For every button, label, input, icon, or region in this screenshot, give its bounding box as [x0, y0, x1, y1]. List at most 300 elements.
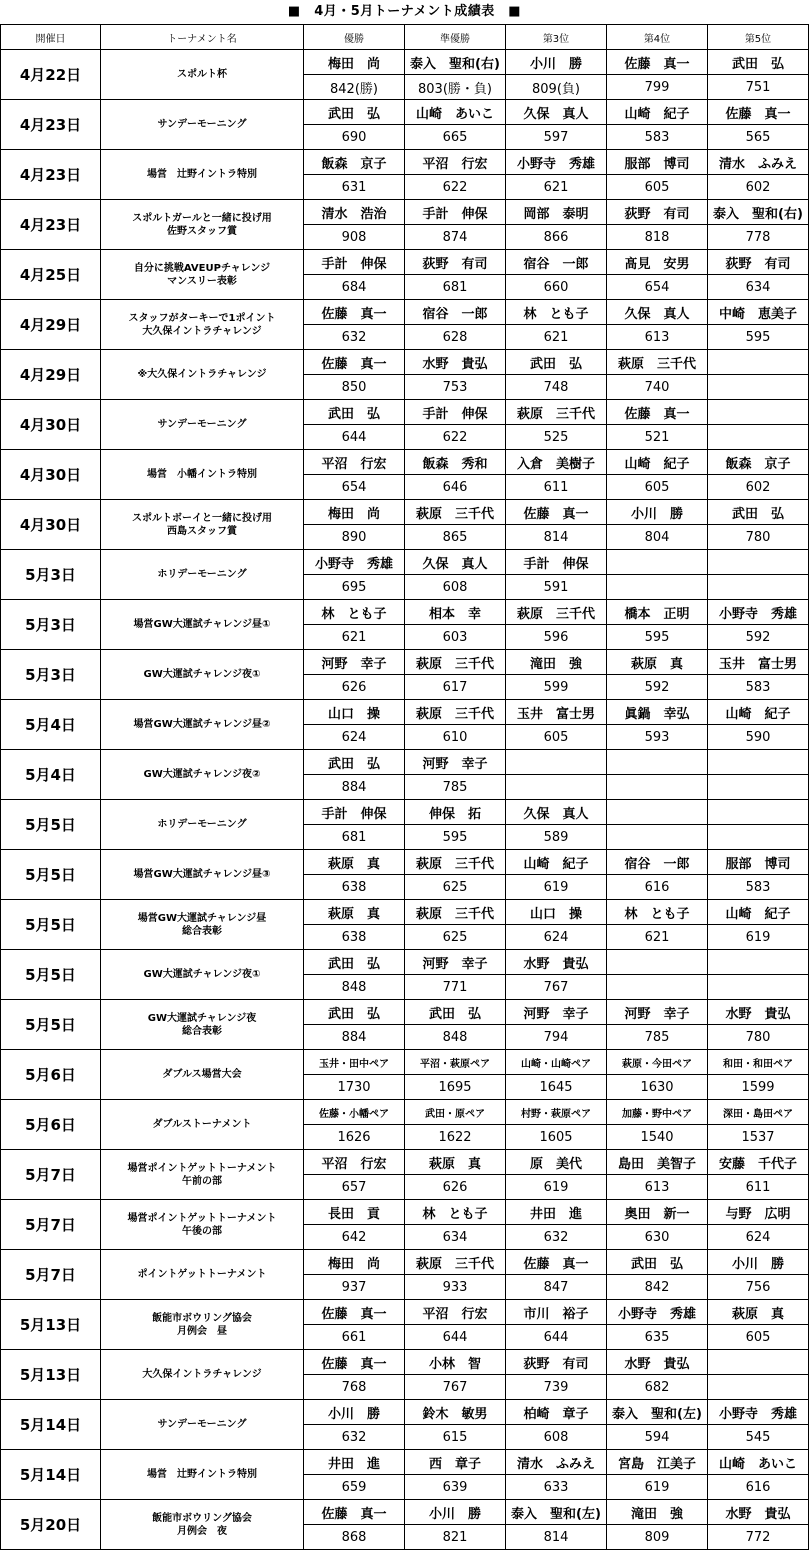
player-score: 622: [405, 175, 506, 200]
tournament-name: [101, 300, 304, 350]
player-name: 萩原 真: [405, 1150, 506, 1175]
player-score: 684: [304, 275, 405, 300]
player-name: 小野寺 秀雄: [607, 1300, 708, 1325]
player-name: 泰入 聖和(左): [607, 1400, 708, 1425]
player-name: 萩原 真: [708, 1300, 809, 1325]
player-score: 619: [506, 1175, 607, 1200]
player-name: 岡部 泰明: [506, 200, 607, 225]
player-name: 佐藤 真一: [607, 400, 708, 425]
tournament-name: [101, 400, 304, 450]
player-score: 595: [405, 825, 506, 850]
table-row: [1, 350, 809, 375]
player-name: 飯森 秀和: [405, 450, 506, 475]
player-score: 632: [304, 1425, 405, 1450]
player-name: 佐藤 真一: [708, 100, 809, 125]
tournament-name-line: 場営 小幡イントラ特別: [147, 469, 257, 480]
player-name: 宿谷 一郎: [607, 850, 708, 875]
table-row: [1, 50, 809, 75]
player-name: 加藤・野中ペア: [607, 1100, 708, 1125]
player-score: 617: [405, 675, 506, 700]
player-score: 1622: [405, 1125, 506, 1150]
player-name: 与野 広明: [708, 1200, 809, 1225]
player-name: 橋本 正明: [607, 600, 708, 625]
table-row: [1, 750, 809, 775]
player-score: 630: [607, 1225, 708, 1250]
tournament-name: [101, 200, 304, 250]
player-name: 奥田 新一: [607, 1200, 708, 1225]
tournament-name-line: マンスリー表彰: [167, 275, 237, 287]
player-name: 手計 伸保: [405, 400, 506, 425]
player-score: 780: [708, 1025, 809, 1050]
table-row: [1, 850, 809, 875]
player-score: 890: [304, 525, 405, 550]
player-score: 818: [607, 225, 708, 250]
tournament-name-line: 午前の部: [182, 1175, 222, 1187]
player-score: 639: [405, 1475, 506, 1500]
player-name: 佐藤・小幡ペア: [304, 1100, 405, 1125]
player-name: 山崎 紀子: [506, 850, 607, 875]
player-name: 武田 弘: [506, 350, 607, 375]
tournament-name-line: 月例会 昼: [177, 1325, 227, 1337]
player-name: 柏崎 章子: [506, 1400, 607, 1425]
player-score: 610: [405, 725, 506, 750]
tournament-name-line: 大久保イントラチャレンジ: [142, 325, 262, 337]
player-score: 613: [607, 325, 708, 350]
player-name: 小川 勝: [506, 50, 607, 75]
player-name: [708, 950, 809, 975]
player-name: [607, 550, 708, 575]
player-score: 638: [304, 875, 405, 900]
player-score: 626: [405, 1175, 506, 1200]
table-row: [1, 550, 809, 575]
player-score: 933: [405, 1275, 506, 1300]
tournament-name-line: 佐野スタッフ賞: [167, 225, 237, 237]
player-name: [506, 750, 607, 775]
event-date: 5月5日: [1, 800, 101, 850]
player-score: 596: [506, 625, 607, 650]
player-score: 866: [506, 225, 607, 250]
player-name: 伸保 拓: [405, 800, 506, 825]
player-score: 1537: [708, 1125, 809, 1150]
player-score: 767: [506, 975, 607, 1000]
table-row: [1, 1300, 809, 1325]
tournament-name-line: サンデーモーニング: [157, 419, 247, 430]
player-name: 梅田 尚: [304, 500, 405, 525]
player-name: 山口 操: [304, 700, 405, 725]
player-score: 619: [607, 1475, 708, 1500]
player-name: 梅田 尚: [304, 50, 405, 75]
player-score: 739: [506, 1375, 607, 1400]
player-score: 804: [607, 525, 708, 550]
player-name: [607, 800, 708, 825]
tournament-name: [101, 950, 304, 1000]
player-name: 武田・原ペア: [405, 1100, 506, 1125]
player-score: 884: [304, 775, 405, 800]
player-score: 625: [405, 925, 506, 950]
player-name: 手計 伸保: [304, 800, 405, 825]
player-name: 久保 真人: [405, 550, 506, 575]
player-name: 小川 勝: [405, 1500, 506, 1525]
event-date: 5月6日: [1, 1100, 101, 1150]
tournament-name: [101, 150, 304, 200]
tournament-name-line: サンデーモーニング: [157, 119, 247, 130]
player-name: 小野寺 秀雄: [304, 550, 405, 575]
player-name: 佐藤 真一: [304, 350, 405, 375]
player-name: 河野 幸子: [607, 1000, 708, 1025]
player-name: 清水 ふみえ: [708, 150, 809, 175]
header-2nd: 準優勝: [405, 25, 506, 50]
player-name: 小林 智: [405, 1350, 506, 1375]
table-row: [1, 1500, 809, 1525]
table-row: [1, 1050, 809, 1075]
tournament-name: [101, 1100, 304, 1150]
player-name: 水野 貴弘: [506, 950, 607, 975]
tournament-name-line: 総合表彰: [182, 1025, 222, 1037]
header-tournament: トーナメント名: [101, 25, 304, 50]
player-name: 山崎 紀子: [607, 100, 708, 125]
tournament-name: [101, 1400, 304, 1450]
player-score: 659: [304, 1475, 405, 1500]
player-score: 1630: [607, 1075, 708, 1100]
player-score: 1730: [304, 1075, 405, 1100]
player-score: 619: [506, 875, 607, 900]
player-name: 玉井 富士男: [506, 700, 607, 725]
player-name: 中崎 恵美子: [708, 300, 809, 325]
player-score: 591: [506, 575, 607, 600]
player-score: 799: [607, 75, 708, 100]
player-name: 島田 美智子: [607, 1150, 708, 1175]
player-score: 605: [708, 1325, 809, 1350]
player-name: 久保 真人: [506, 100, 607, 125]
player-score: 611: [506, 475, 607, 500]
event-date: 5月7日: [1, 1250, 101, 1300]
player-name: 武田 弘: [304, 950, 405, 975]
player-name: 平沼 行宏: [304, 450, 405, 475]
player-name: 萩原 真: [304, 850, 405, 875]
player-score: 642: [304, 1225, 405, 1250]
player-score: [607, 775, 708, 800]
player-score: 803(勝・負): [405, 75, 506, 100]
player-score: 616: [708, 1475, 809, 1500]
player-name: 清水 浩治: [304, 200, 405, 225]
player-name: [708, 1350, 809, 1375]
player-score: [708, 775, 809, 800]
player-score: 605: [607, 175, 708, 200]
table-row: [1, 700, 809, 725]
header-date: 開催日: [1, 25, 101, 50]
table-row: [1, 450, 809, 475]
player-score: [607, 575, 708, 600]
player-name: 手計 伸保: [304, 250, 405, 275]
player-score: 682: [607, 1375, 708, 1400]
player-score: 778: [708, 225, 809, 250]
player-name: 武田 弘: [304, 1000, 405, 1025]
player-score: 644: [304, 425, 405, 450]
tournament-name: [101, 1350, 304, 1400]
tournament-name-line: 場営ポイントゲットトーナメント: [127, 1212, 277, 1224]
player-name: 山崎・山崎ペア: [506, 1050, 607, 1075]
player-name: 萩原・今田ペア: [607, 1050, 708, 1075]
player-score: 772: [708, 1525, 809, 1550]
player-name: 手計 伸保: [506, 550, 607, 575]
player-name: 武田 弘: [304, 400, 405, 425]
event-date: 4月25日: [1, 250, 101, 300]
table-row: [1, 900, 809, 925]
player-name: 武田 弘: [607, 1250, 708, 1275]
tournament-name-line: ※大久保イントラチャレンジ: [137, 369, 267, 380]
player-score: 809: [607, 1525, 708, 1550]
player-score: 593: [607, 725, 708, 750]
player-name: 玉井 富士男: [708, 650, 809, 675]
player-name: 入倉 美樹子: [506, 450, 607, 475]
player-score: 631: [304, 175, 405, 200]
event-date: 5月7日: [1, 1150, 101, 1200]
player-name: 滝田 強: [607, 1500, 708, 1525]
player-name: 萩原 真: [607, 650, 708, 675]
player-score: 753: [405, 375, 506, 400]
tournament-name: [101, 450, 304, 500]
player-score: 635: [607, 1325, 708, 1350]
player-score: 605: [607, 475, 708, 500]
tournament-name: [101, 1050, 304, 1100]
player-score: [708, 575, 809, 600]
player-score: 868: [304, 1525, 405, 1550]
event-date: 4月23日: [1, 100, 101, 150]
event-date: 4月23日: [1, 200, 101, 250]
table-row: [1, 300, 809, 325]
player-name: 小野寺 秀雄: [708, 1400, 809, 1425]
player-score: 654: [304, 475, 405, 500]
player-score: 740: [607, 375, 708, 400]
player-score: 780: [708, 525, 809, 550]
player-name: 梅田 尚: [304, 1250, 405, 1275]
player-score: 605: [506, 725, 607, 750]
player-name: 佐藤 真一: [607, 50, 708, 75]
tournament-name-line: ダブルストーナメント: [152, 1119, 252, 1130]
player-name: 萩原 三千代: [607, 350, 708, 375]
event-date: 5月4日: [1, 750, 101, 800]
player-name: 飯森 京子: [708, 450, 809, 475]
player-name: 萩原 三千代: [506, 400, 607, 425]
tournament-name: [101, 650, 304, 700]
tournament-name-line: サンデーモーニング: [157, 1419, 247, 1430]
player-score: 865: [405, 525, 506, 550]
player-name: 山崎 紀子: [708, 900, 809, 925]
header-row: [1, 25, 809, 50]
player-name: 武田 弘: [304, 750, 405, 775]
player-name: 佐藤 真一: [304, 1300, 405, 1325]
player-name: 武田 弘: [708, 500, 809, 525]
player-score: [708, 825, 809, 850]
player-score: 602: [708, 475, 809, 500]
player-score: 634: [405, 1225, 506, 1250]
player-score: 583: [708, 675, 809, 700]
player-name: 河野 幸子: [506, 1000, 607, 1025]
tournament-name-line: 午後の部: [182, 1225, 222, 1237]
player-name: 服部 博司: [708, 850, 809, 875]
player-score: 626: [304, 675, 405, 700]
player-score: 1645: [506, 1075, 607, 1100]
player-name: 武田 弘: [304, 100, 405, 125]
player-score: 821: [405, 1525, 506, 1550]
player-name: 萩原 三千代: [405, 850, 506, 875]
tournament-name-line: 場営GW大運試チャレンジ昼③: [133, 869, 271, 880]
player-name: 荻野 有司: [708, 250, 809, 275]
player-name: [708, 550, 809, 575]
player-score: 842(勝): [304, 75, 405, 100]
tournament-name: [101, 850, 304, 900]
player-name: 小野寺 秀雄: [506, 150, 607, 175]
player-name: 萩原 三千代: [405, 1250, 506, 1275]
player-score: 785: [607, 1025, 708, 1050]
tournament-name: [101, 100, 304, 150]
tournament-name: [101, 600, 304, 650]
player-name: 井田 進: [304, 1450, 405, 1475]
player-score: 619: [708, 925, 809, 950]
player-score: 583: [607, 125, 708, 150]
tournament-name: [101, 900, 304, 950]
tournament-name-line: 飯能市ボウリング協会: [152, 1512, 252, 1524]
event-date: 5月13日: [1, 1350, 101, 1400]
player-score: 937: [304, 1275, 405, 1300]
player-name: 村野・萩原ペア: [506, 1100, 607, 1125]
player-score: 628: [405, 325, 506, 350]
tournament-name-line: GW大運試チャレンジ夜①: [143, 669, 261, 680]
player-name: 和田・和田ペア: [708, 1050, 809, 1075]
player-name: 佐藤 真一: [304, 1500, 405, 1525]
tournament-name-line: スポルト杯: [177, 69, 227, 80]
player-score: 1695: [405, 1075, 506, 1100]
table-row: [1, 1200, 809, 1225]
player-score: 621: [506, 175, 607, 200]
player-score: 608: [405, 575, 506, 600]
player-score: 633: [506, 1475, 607, 1500]
player-name: 平沼 行宏: [405, 150, 506, 175]
tournament-name: [101, 1300, 304, 1350]
player-name: 萩原 三千代: [506, 600, 607, 625]
player-name: 水野 貴弘: [708, 1500, 809, 1525]
player-score: 874: [405, 225, 506, 250]
player-score: [708, 1375, 809, 1400]
player-name: 萩原 三千代: [405, 650, 506, 675]
player-score: 608: [506, 1425, 607, 1450]
player-name: 滝田 強: [506, 650, 607, 675]
player-score: 850: [304, 375, 405, 400]
tournament-name: [101, 1200, 304, 1250]
tournament-name-line: 総合表彰: [182, 925, 222, 937]
player-name: 水野 貴弘: [607, 1350, 708, 1375]
header-3rd: 第3位: [506, 25, 607, 50]
player-score: 611: [708, 1175, 809, 1200]
event-date: 5月7日: [1, 1200, 101, 1250]
player-name: 佐藤 真一: [506, 500, 607, 525]
table-row: [1, 250, 809, 275]
tournament-name: [101, 750, 304, 800]
player-name: [708, 400, 809, 425]
player-score: 908: [304, 225, 405, 250]
table-row: [1, 800, 809, 825]
tournament-name-line: 場営 辻野イントラ特別: [147, 1469, 257, 1480]
player-score: 847: [506, 1275, 607, 1300]
header-5th: 第5位: [708, 25, 809, 50]
player-score: 592: [708, 625, 809, 650]
player-score: 602: [708, 175, 809, 200]
player-name: 林 とも子: [405, 1200, 506, 1225]
event-date: 5月4日: [1, 700, 101, 750]
tournament-name: [101, 550, 304, 600]
player-score: 594: [607, 1425, 708, 1450]
player-name: 山崎 紀子: [708, 700, 809, 725]
player-name: 平沼・萩原ペア: [405, 1050, 506, 1075]
player-score: 613: [607, 1175, 708, 1200]
event-date: 5月5日: [1, 950, 101, 1000]
tournament-name-line: 場営 辻野イントラ特別: [147, 169, 257, 180]
table-row: [1, 1450, 809, 1475]
tournament-name-line: ダブルス場営大会: [162, 1069, 242, 1080]
tournament-name-line: スタッフがターキーで1ポイント: [128, 312, 276, 324]
player-score: 545: [708, 1425, 809, 1450]
player-name: 萩原 三千代: [405, 500, 506, 525]
player-score: 785: [405, 775, 506, 800]
event-date: 5月5日: [1, 850, 101, 900]
player-score: 583: [708, 875, 809, 900]
player-score: 592: [607, 675, 708, 700]
player-name: 萩原 三千代: [405, 700, 506, 725]
table-row: [1, 500, 809, 525]
player-score: 661: [304, 1325, 405, 1350]
player-name: 萩原 真: [304, 900, 405, 925]
player-name: 服部 博司: [607, 150, 708, 175]
tournament-name: [101, 1500, 304, 1550]
player-name: 河野 幸子: [405, 750, 506, 775]
table-row: [1, 1250, 809, 1275]
player-name: 泰入 聖和(右): [708, 200, 809, 225]
player-name: 宿谷 一郎: [405, 300, 506, 325]
event-date: 4月30日: [1, 450, 101, 500]
tournament-name: [101, 50, 304, 100]
table-row: [1, 1350, 809, 1375]
event-date: 5月5日: [1, 900, 101, 950]
player-score: 638: [304, 925, 405, 950]
player-score: 634: [708, 275, 809, 300]
table-row: [1, 200, 809, 225]
player-name: 市川 裕子: [506, 1300, 607, 1325]
player-score: 622: [405, 425, 506, 450]
player-name: 原 美代: [506, 1150, 607, 1175]
player-score: 768: [304, 1375, 405, 1400]
player-score: 1626: [304, 1125, 405, 1150]
page-title: ■ 4月・5月トーナメント成績表 ■: [287, 4, 522, 19]
player-name: 山口 操: [506, 900, 607, 925]
tournament-name-line: 自分に挑戦AVEUPチャレンジ: [133, 262, 271, 274]
player-name: 平沼 行宏: [304, 1150, 405, 1175]
table-row: [1, 1000, 809, 1025]
tournament-name-line: GW大運試チャレンジ夜①: [143, 969, 261, 980]
player-name: 飯森 京子: [304, 150, 405, 175]
event-date: 5月3日: [1, 650, 101, 700]
player-score: 657: [304, 1175, 405, 1200]
player-name: 小川 勝: [304, 1400, 405, 1425]
player-score: 644: [506, 1325, 607, 1350]
player-score: 690: [304, 125, 405, 150]
table-row: [1, 950, 809, 975]
player-score: 1599: [708, 1075, 809, 1100]
tournament-name: [101, 500, 304, 550]
player-score: 665: [405, 125, 506, 150]
player-score: 565: [708, 125, 809, 150]
player-score: 597: [506, 125, 607, 150]
tournament-name: [101, 1000, 304, 1050]
